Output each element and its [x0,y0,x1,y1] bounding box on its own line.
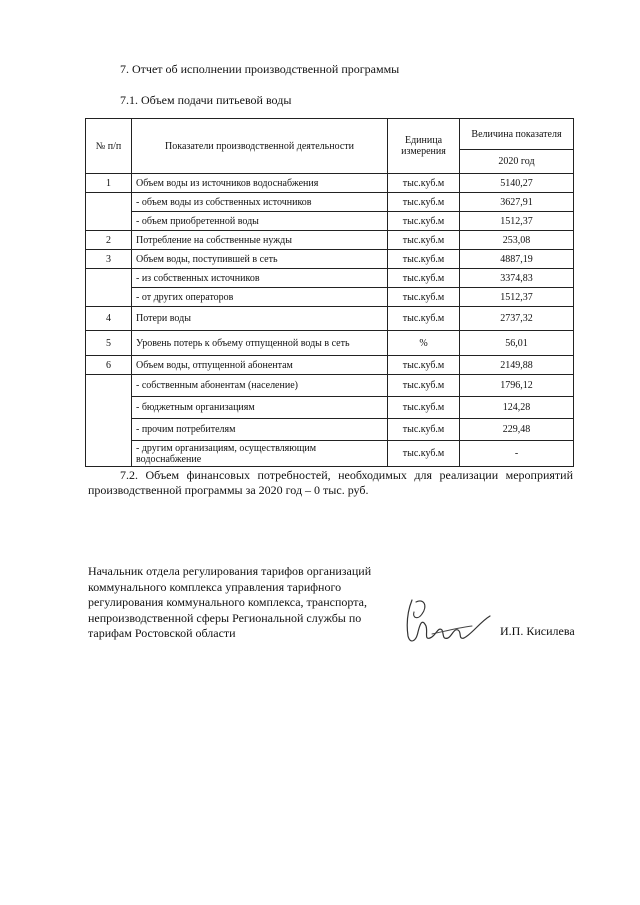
row-name: - другим организациям, осуществляющим водоснабжение [132,441,388,467]
row-value: 1512,37 [460,212,574,231]
section-title: 7. Отчет об исполнении производственной программы [120,62,400,76]
header-year: 2020 год [460,150,574,174]
row-unit: тыс.куб.м [388,307,460,331]
row-value: 124,28 [460,397,574,419]
row-num: 2 [86,231,132,250]
row-num: 1 [86,174,132,193]
row-name: Объем воды, отпущенной абонентам [132,356,388,375]
row-name: - прочим потребителям [132,419,388,441]
row-name: Потери воды [132,307,388,331]
header-unit: Единица измерения [388,119,460,174]
row-unit: % [388,331,460,356]
signatory-name: И.П. Кисилева [500,624,575,638]
row-value: 253,08 [460,231,574,250]
table-header-row [86,119,574,150]
table-row [86,356,574,375]
row-unit: тыс.куб.м [388,419,460,441]
row-name: - объем воды из собственных источников [132,193,388,212]
row-num-empty [86,269,132,307]
row-num: 6 [86,356,132,375]
row-unit: тыс.куб.м [388,231,460,250]
header-indicator: Показатели производственной деятельности [132,119,388,174]
header-num: № п/п [86,119,132,174]
row-unit: тыс.куб.м [388,250,460,269]
row-value: 56,01 [460,331,574,356]
row-num-empty [86,375,132,467]
table-row [86,397,574,419]
row-num-empty [86,193,132,231]
table-row [86,419,574,441]
table-row [86,174,574,193]
row-num: 4 [86,307,132,331]
subsection-title: 7.1. Объем подачи питьевой воды [120,93,292,107]
row-unit: тыс.куб.м [388,375,460,397]
row-name: - бюджетным организациям [132,397,388,419]
row-name: - объем приобретенной воды [132,212,388,231]
table-row [86,375,574,397]
table-row [86,212,574,231]
table-row [86,331,574,356]
row-name: Объем воды из источников водоснабжения [132,174,388,193]
table-row [86,250,574,269]
row-name: Уровень потерь к объему отпущенной воды в сеть [132,331,388,356]
row-name: - из собственных источников [132,269,388,288]
row-value: 1512,37 [460,288,574,307]
row-unit: тыс.куб.м [388,288,460,307]
water-supply-table [85,118,574,467]
row-unit: тыс.куб.м [388,441,460,467]
handwritten-signature [402,592,494,648]
row-unit: тыс.куб.м [388,212,460,231]
row-num: 5 [86,331,132,356]
table-row [86,269,574,288]
row-value: 4887,19 [460,250,574,269]
header-value: Величина показателя [460,119,574,150]
row-unit: тыс.куб.м [388,193,460,212]
row-value: 2737,32 [460,307,574,331]
row-unit: тыс.куб.м [388,269,460,288]
row-name: Объем воды, поступившей в сеть [132,250,388,269]
paragraph-7-2: 7.2. Объем финансовых потребностей, необходимых для реализации мероприятий производственной программы за 2020 год – 0 тыс. руб. [88,468,573,497]
row-unit: тыс.куб.м [388,397,460,419]
table-row [86,288,574,307]
row-unit: тыс.куб.м [388,174,460,193]
table-row [86,193,574,212]
row-num: 3 [86,250,132,269]
row-value: 1796,12 [460,375,574,397]
row-name: - от других операторов [132,288,388,307]
row-value: 229,48 [460,419,574,441]
row-value: 5140,27 [460,174,574,193]
row-value: 3627,91 [460,193,574,212]
row-value: 2149,88 [460,356,574,375]
row-name: Потребление на собственные нужды [132,231,388,250]
table-row [86,231,574,250]
row-value: 3374,83 [460,269,574,288]
table-row [86,307,574,331]
row-value: - [460,441,574,467]
signatory-position: Начальник отдела регулирования тарифов организаций коммунального комплекса управления тарифного регулирования коммунального комплекса, транспорта, непроизводственной сферы Региональной службы по тарифам Ростовской области [88,564,372,640]
row-unit: тыс.куб.м [388,356,460,375]
row-name: - собственным абонентам (население) [132,375,388,397]
table-row [86,441,574,467]
